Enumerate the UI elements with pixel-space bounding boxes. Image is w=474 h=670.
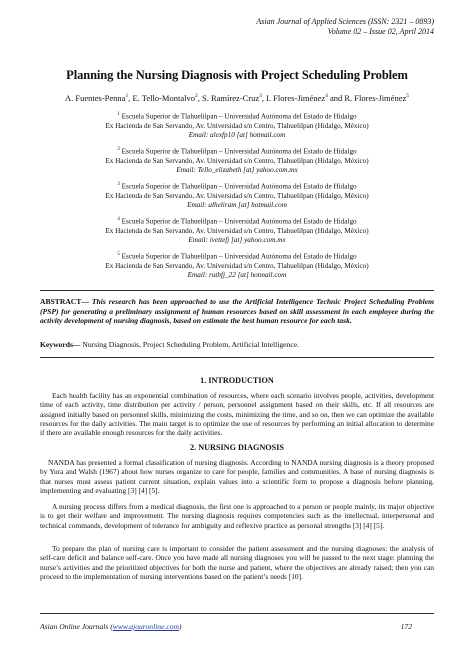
keywords-text: Nursing Diagnosis, Project Scheduling Problem, Artificial Intelligence.: [80, 340, 299, 349]
affiliation-sup: 5: [117, 252, 120, 258]
abstract-label: ABSTRACT—: [40, 297, 89, 306]
author-sep: and: [327, 93, 345, 103]
author-sup: 3: [259, 93, 262, 100]
affiliation-line1: Escuela Superior de Tlahuelilpan – Universidad Autónoma del Estado de Hidalgo: [121, 217, 357, 226]
affiliation-line2: Ex Hacienda de San Servando, Av. Universidad s/n Centro, Tlahuelilpan (Hidalgo, México): [105, 226, 369, 235]
author-name: I. Flores-Jiménez: [266, 93, 326, 103]
author-name: S. Ramírez-Cruz: [201, 93, 260, 103]
journal-header: [256, 17, 434, 38]
affiliation-email: Email: Tello_elizabeth [at] yahoo.com.mx: [176, 165, 298, 174]
affiliation-line1: Escuela Superior de Tlahuelilpan – Universidad Autónoma del Estado de Hidalgo: [121, 182, 357, 191]
affiliation-sup: 4: [117, 217, 120, 223]
keywords-bottom-rule: [40, 357, 434, 358]
footer-rule: [40, 613, 434, 614]
author-sup: 2: [194, 93, 198, 100]
affiliation-line2: Ex Hacienda de San Servando, Av. Universidad s/n Centro, Tlahuelilpan (Hidalgo, México): [105, 156, 369, 165]
affiliation-line1: Escuela Superior de Tlahuelilpan – Universidad Autónoma del Estado de Hidalgo: [121, 112, 357, 121]
affiliation-email: Email: ivettefj [at] yahoo.com.mx: [188, 235, 286, 244]
nursing-diagnosis-paragraph-2: A nursing process differs from a medical diagnosis, the first one is approached to a person or people mainly, its major objective is to get their welfare and improvement. The nursing diagnosis requires competencies such as the intellectual, interpersonal and technical commands, development of tolerance for ambiguity and reflexive practice as personal strengths [3] [4] [5].: [40, 502, 434, 530]
footer-suffix: ): [179, 622, 182, 631]
keywords: [40, 340, 434, 349]
affiliation-line1: Escuela Superior de Tlahuelilpan – Universidad Autónoma del Estado de Hidalgo: [121, 252, 357, 261]
author-list: [20, 93, 454, 104]
author-sep: ,: [128, 93, 133, 103]
author-name: R. Flores-Jiménez: [344, 93, 407, 103]
abstract: [40, 297, 434, 326]
footer-link[interactable]: www.ajouronline.com: [112, 622, 180, 631]
nursing-diagnosis-paragraph-1: NANDA has presented a formal classification of nursing diagnosis. According to NANDA nursing diagnosis is a theory proposed by Yura and Walsh (1967) about how nurses organize to care for people, families and communities. A base of nursing diagnosis is that nurses must assess patient current situation, explain values into a scientific form to propose a diagnosis before planning, implementing and evaluating [3] [4] [5].: [40, 458, 434, 495]
section-heading-introduction: 1. INTRODUCTION: [200, 376, 274, 385]
section-heading-nursing-diagnosis: 2. NURSING DIAGNOSIS: [190, 443, 284, 452]
affiliation-block: [40, 217, 434, 245]
author-name: E. Tello-Montalvo: [132, 93, 195, 103]
keywords-label: Keywords—: [40, 340, 81, 349]
page-number: 172: [400, 622, 412, 631]
affiliation-block: [40, 252, 434, 280]
affiliation-email: Email: alexfp10 [at] hotmail.com: [188, 130, 286, 139]
author-sep: ,: [261, 93, 267, 103]
abstract-top-rule: [40, 290, 434, 291]
author-name: A. Fuentes-Penna: [65, 93, 126, 103]
affiliation-line2: Ex Hacienda de San Servando, Av. Universidad s/n Centro, Tlahuelilpan (Hidalgo, México): [105, 261, 369, 270]
author-sup: 4: [325, 93, 328, 100]
affiliation-email: Email: alheliram [at] hotmail.com: [187, 200, 287, 209]
author-sup: 5: [406, 93, 409, 100]
author-sep: ,: [197, 93, 202, 103]
affiliation-line2: Ex Hacienda de San Servando, Av. Universidad s/n Centro, Tlahuelilpan (Hidalgo, México): [105, 191, 369, 200]
author-sup: 1: [125, 93, 129, 100]
footer-prefix: Asian Online Journals (: [40, 622, 113, 631]
paper-title: Planning the Nursing Diagnosis with Project Scheduling Problem: [66, 68, 408, 82]
affiliation-block: [40, 112, 434, 140]
affiliation-sup: 1: [117, 112, 120, 117]
affiliations: [40, 112, 434, 287]
abstract-text: This research has been approached to use the Artificial Intelligence Technic Project Scheduling Problem (PSP) for generating a preliminary assignment of human resources based on skill assessment in each employee during the activity development of nursing diagnosis, based on estimate the best human resource for each task.: [40, 297, 434, 326]
affiliation-sup: 2: [117, 147, 120, 153]
journal-volume: Volume 02 – Issue 02, April 2014: [327, 27, 434, 37]
affiliation-line1: Escuela Superior de Tlahuelilpan – Universidad Autónoma del Estado de Hidalgo: [121, 147, 357, 156]
affiliation-block: [40, 147, 434, 175]
footer-journal: [40, 622, 182, 631]
affiliation-block: [40, 182, 434, 210]
affiliation-line2: Ex Hacienda de San Servando, Av. Universidad s/n Centro, Tlahuelilpan (Hidalgo, México): [105, 121, 369, 130]
affiliation-email: Email: rutbfj_22 [at] hotmail.com: [187, 271, 287, 280]
intro-paragraph: Each health facility has an exponential combination of resources, where each scenario involves people, activities, development time of each activity, time distribution per activity / person, personnel assignment based on their skills, etc. If all resources are assigned initially based on personnel skills, minimizing the costs, minimizing the time, and so on, then we can optimize the available resources for the daily activities. The main target is to optimize the use of resources by performing an initial allocation to determine if there are available enough resources for the daily activities.: [40, 391, 434, 438]
affiliation-sup: 3: [117, 182, 120, 188]
nursing-diagnosis-paragraph-3: To prepare the plan of nursing care is important to consider the patient assessment and the nursing diagnoses: the analysis of self-care deficit and balance self-care. Once you have made all nursing diagnoses you will be passed to the next stage: planning the nurse’s activities and the prioritized objectives for both the nurse and patient, where the objectives are already raised; then you can proceed to the implementation of nursing interventions based on the patient’s needs [10].: [40, 544, 434, 581]
journal-issn: Asian Journal of Applied Sciences (ISSN: 2321 – 0893): [256, 17, 434, 26]
